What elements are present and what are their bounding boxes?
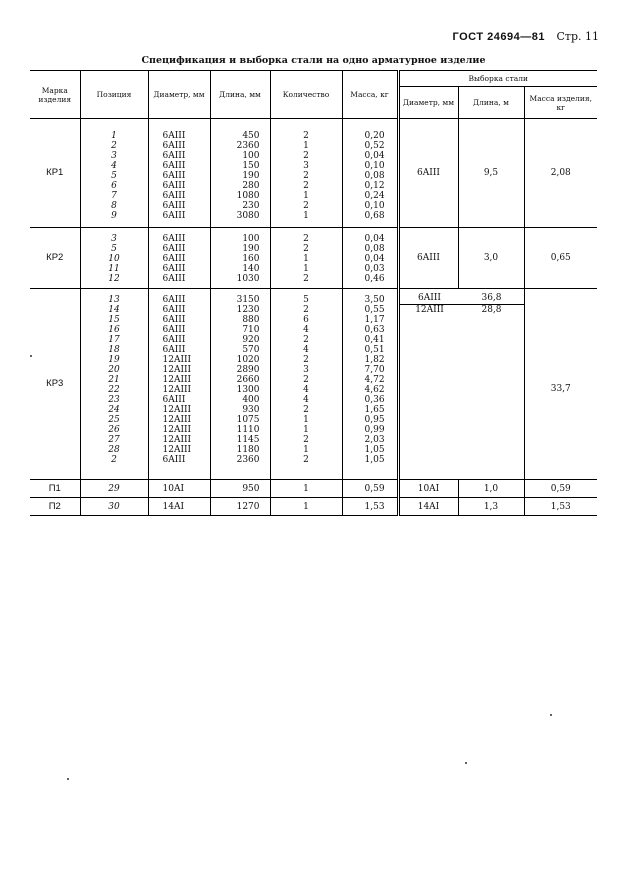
diameter-cell-value: 6AIII [162, 264, 186, 274]
standard-number: ГОСТ 24694—81 [452, 31, 545, 43]
mass-cell-value: 0,59 [364, 484, 385, 494]
length-cell-value: 1180 [236, 445, 260, 455]
position-cell-value: 2 [111, 455, 117, 465]
sel-mass-value: 2,08 [524, 119, 597, 228]
selection-subtable-cell [398, 289, 524, 480]
diameter-cell [148, 480, 210, 498]
mass-cell-value: 0,52 [364, 141, 385, 151]
diameter-cell-value: 12AIII [162, 445, 192, 455]
position-cell-value: 17 [108, 335, 120, 345]
mass-cell-value: 4,62 [364, 385, 385, 395]
mass-cell [342, 289, 398, 480]
diameter-cell [148, 228, 210, 289]
diameter-cell-value: 6AIII [162, 191, 186, 201]
mass-cell [342, 119, 398, 228]
position-cell-value: 19 [108, 355, 120, 365]
mass-cell [342, 480, 398, 498]
quantity-cell [270, 480, 342, 498]
diameter-cell-value: 6AIII [162, 274, 186, 284]
quantity-cell-value: 1 [303, 425, 309, 435]
diameter-cell-value: 12AIII [162, 385, 192, 395]
diameter-cell-value: 6AIII [162, 234, 186, 244]
position-cell-value: 25 [108, 415, 120, 425]
diameter-cell-value: 6AIII [162, 151, 186, 161]
length-cell-value: 100 [242, 234, 260, 244]
page-number: Стр. 11 [556, 30, 599, 43]
col-quantity: Количество [270, 71, 342, 119]
position-cell-value: 23 [108, 395, 120, 405]
length-cell-value: 3080 [236, 211, 260, 221]
item-mark: П2 [30, 498, 80, 516]
diameter-cell-value: 10AI [162, 484, 185, 494]
diameter-cell-value: 14AI [162, 502, 185, 512]
quantity-cell [270, 228, 342, 289]
position-cell-value: 3 [111, 151, 117, 161]
length-cell-value: 1020 [236, 355, 260, 365]
mass-cell-value: 0,10 [364, 201, 385, 211]
speck [550, 714, 552, 716]
mass-cell-value: 0,36 [364, 395, 385, 405]
length-cell-value: 150 [242, 161, 260, 171]
quantity-cell-value: 1 [303, 484, 309, 494]
diameter-cell-value: 6AIII [162, 211, 186, 221]
mass-cell-value: 0,04 [364, 151, 385, 161]
sel-diameter-value: 12AIII [415, 305, 444, 315]
length-cell-value: 710 [242, 325, 260, 335]
length-cell-value: 2890 [236, 365, 260, 375]
position-cell-value: 18 [108, 345, 120, 355]
group-row [30, 498, 597, 516]
quantity-cell-value: 2 [303, 201, 309, 211]
diameter-cell-value: 6AIII [162, 335, 186, 345]
position-cell-value: 13 [108, 295, 120, 305]
diameter-cell-value: 6AIII [162, 254, 186, 264]
position-cell-value: 5 [111, 244, 117, 254]
mass-cell-value: 0,55 [364, 305, 385, 315]
mass-cell-value: 1,53 [364, 502, 385, 512]
diameter-cell [148, 119, 210, 228]
item-mark: КР3 [30, 289, 80, 480]
quantity-cell-value: 2 [303, 305, 309, 315]
diameter-cell [148, 498, 210, 516]
quantity-cell-value: 2 [303, 181, 309, 191]
length-cell-value: 1075 [236, 415, 260, 425]
diameter-cell-value: 6AIII [162, 395, 186, 405]
diameter-cell-value: 6AIII [162, 201, 186, 211]
diameter-cell-value: 6AIII [162, 455, 186, 465]
item-mark: КР2 [30, 228, 80, 289]
mass-cell-value: 0,04 [364, 254, 385, 264]
sel-length-value: 3,0 [458, 228, 524, 289]
position-cell-value: 3 [111, 234, 117, 244]
mass-cell-value: 1,17 [364, 315, 385, 325]
length-cell-value: 2360 [236, 455, 260, 465]
sel-mass-value: 1,53 [524, 498, 597, 516]
quantity-cell [270, 498, 342, 516]
mass-cell-value: 0,10 [364, 161, 385, 171]
position-cell-value: 10 [108, 254, 120, 264]
position-cell-value: 28 [108, 445, 120, 455]
quantity-cell-value: 2 [303, 151, 309, 161]
mass-cell-value: 0,20 [364, 131, 385, 141]
length-cell-value: 280 [242, 181, 260, 191]
quantity-cell-value: 1 [303, 254, 309, 264]
mass-cell-value: 2,03 [364, 435, 385, 445]
position-cell [80, 119, 148, 228]
selection-row [400, 293, 524, 305]
sel-diameter-value: 6AIII [398, 228, 458, 289]
sel-length-value: 1,3 [458, 498, 524, 516]
length-cell-value: 920 [242, 335, 260, 345]
sel-diameter-value: 10AI [398, 480, 458, 498]
length-cell-value: 2360 [236, 141, 260, 151]
diameter-cell-value: 6AIII [162, 295, 186, 305]
diameter-cell [148, 289, 210, 480]
quantity-cell-value: 2 [303, 405, 309, 415]
diameter-cell-value: 12AIII [162, 415, 192, 425]
mass-cell-value: 0,08 [364, 244, 385, 254]
col-mark: Марка изделия [30, 71, 80, 119]
quantity-cell-value: 5 [303, 295, 309, 305]
quantity-cell-value: 1 [303, 502, 309, 512]
page-header [453, 30, 599, 43]
mass-cell-value: 0,08 [364, 171, 385, 181]
diameter-cell-value: 12AIII [162, 375, 192, 385]
diameter-cell-value: 12AIII [162, 405, 192, 415]
mass-cell-value: 0,41 [364, 335, 385, 345]
diameter-cell-value: 6AIII [162, 244, 186, 254]
col-mass: Масса, кг [342, 71, 398, 119]
diameter-cell-value: 12AIII [162, 435, 192, 445]
length-cell-value: 230 [242, 201, 260, 211]
quantity-cell-value: 3 [303, 161, 309, 171]
mass-cell-value: 0,24 [364, 191, 385, 201]
mass-cell-value: 0,95 [364, 415, 385, 425]
length-cell-value: 400 [242, 395, 260, 405]
mass-cell-value: 0,46 [364, 274, 385, 284]
mass-cell-value: 0,63 [364, 325, 385, 335]
diameter-cell-value: 6AIII [162, 315, 186, 325]
diameter-cell-value: 6AIII [162, 141, 186, 151]
position-cell [80, 480, 148, 498]
group-row [30, 228, 597, 289]
sel-length-value: 9,5 [458, 119, 524, 228]
mass-cell-value: 1,65 [364, 405, 385, 415]
col-sel-mass: Масса изделия, кг [524, 87, 597, 119]
selection-subtable [400, 293, 524, 316]
position-cell-value: 29 [108, 484, 120, 494]
position-cell-value: 15 [108, 315, 120, 325]
selection-row [400, 305, 524, 317]
position-cell-value: 7 [111, 191, 117, 201]
col-length: Длина, мм [210, 71, 270, 119]
length-cell-value: 1110 [236, 425, 260, 435]
sel-diameter-value: 14AI [398, 498, 458, 516]
length-cell-value: 450 [242, 131, 260, 141]
quantity-cell-value: 4 [303, 385, 309, 395]
length-cell-value: 950 [242, 484, 260, 494]
mass-cell-value: 3,50 [364, 295, 385, 305]
speck [465, 762, 467, 764]
position-cell-value: 27 [108, 435, 120, 445]
sel-length-value: 28,8 [481, 305, 502, 315]
position-cell [80, 289, 148, 480]
speck [30, 355, 32, 357]
position-cell [80, 228, 148, 289]
col-sel-diameter: Диаметр, мм [398, 87, 458, 119]
quantity-cell-value: 2 [303, 335, 309, 345]
quantity-cell [270, 119, 342, 228]
quantity-cell-value: 2 [303, 131, 309, 141]
quantity-cell-value: 2 [303, 234, 309, 244]
length-cell-value: 1030 [236, 274, 260, 284]
mass-cell-value: 0,51 [364, 345, 385, 355]
quantity-cell-value: 1 [303, 264, 309, 274]
position-cell-value: 6 [111, 181, 117, 191]
table-title: Спецификация и выборка стали на одно арматурное изделие [141, 55, 486, 66]
quantity-cell-value: 2 [303, 274, 309, 284]
length-cell-value: 930 [242, 405, 260, 415]
mass-cell-value: 0,03 [364, 264, 385, 274]
quantity-cell-value: 2 [303, 435, 309, 445]
mass-cell-value: 4,72 [364, 375, 385, 385]
length-cell-value: 160 [242, 254, 260, 264]
position-cell-value: 16 [108, 325, 120, 335]
length-cell-value: 140 [242, 264, 260, 274]
group-row [30, 119, 597, 228]
length-cell [210, 498, 270, 516]
position-cell-value: 11 [108, 264, 120, 274]
quantity-cell-value: 6 [303, 315, 309, 325]
sel-mass-value: 0,59 [524, 480, 597, 498]
quantity-cell-value: 2 [303, 375, 309, 385]
quantity-cell-value: 3 [303, 365, 309, 375]
sel-diameter-value: 6AIII [398, 119, 458, 228]
diameter-cell-value: 6AIII [162, 131, 186, 141]
position-cell-value: 21 [108, 375, 120, 385]
position-cell-value: 1 [111, 131, 117, 141]
mass-cell-value: 1,05 [364, 455, 385, 465]
length-cell-value: 3150 [236, 295, 260, 305]
position-cell-value: 24 [108, 405, 120, 415]
position-cell-value: 9 [111, 211, 117, 221]
diameter-cell-value: 12AIII [162, 425, 192, 435]
length-cell-value: 1230 [236, 305, 260, 315]
sel-mass-value: 0,65 [524, 228, 597, 289]
quantity-cell-value: 1 [303, 211, 309, 221]
length-cell-value: 1300 [236, 385, 260, 395]
speck [67, 778, 69, 780]
position-cell-value: 20 [108, 365, 120, 375]
quantity-cell-value: 2 [303, 355, 309, 365]
mass-cell-value: 0,04 [364, 234, 385, 244]
mass-cell [342, 498, 398, 516]
col-diameter: Диаметр, мм [148, 71, 210, 119]
quantity-cell-value: 4 [303, 345, 309, 355]
length-cell-value: 190 [242, 171, 260, 181]
position-cell-value: 12 [108, 274, 120, 284]
col-selection: Выборка стали [398, 71, 597, 87]
mass-cell-value: 1,05 [364, 445, 385, 455]
diameter-cell-value: 6AIII [162, 171, 186, 181]
position-cell-value: 5 [111, 171, 117, 181]
quantity-cell-value: 4 [303, 325, 309, 335]
specification-table [30, 70, 597, 516]
mass-cell-value: 0,68 [364, 211, 385, 221]
length-cell [210, 480, 270, 498]
mass-cell-value: 7,70 [364, 365, 385, 375]
position-cell-value: 30 [108, 502, 120, 512]
diameter-cell-value: 6AIII [162, 305, 186, 315]
position-cell-value: 8 [111, 201, 117, 211]
quantity-cell-value: 2 [303, 171, 309, 181]
length-cell [210, 119, 270, 228]
quantity-cell-value: 1 [303, 415, 309, 425]
quantity-cell-value: 1 [303, 191, 309, 201]
length-cell-value: 190 [242, 244, 260, 254]
mass-cell-value: 0,99 [364, 425, 385, 435]
quantity-cell-value: 2 [303, 244, 309, 254]
diameter-cell-value: 6AIII [162, 345, 186, 355]
col-sel-length: Длина, м [458, 87, 524, 119]
length-cell [210, 289, 270, 480]
quantity-cell [270, 289, 342, 480]
position-cell [80, 498, 148, 516]
quantity-cell-value: 2 [303, 455, 309, 465]
position-cell-value: 22 [108, 385, 120, 395]
mass-cell [342, 228, 398, 289]
length-cell-value: 100 [242, 151, 260, 161]
group-row [30, 289, 597, 480]
quantity-cell-value: 4 [303, 395, 309, 405]
mass-cell-value: 0,12 [364, 181, 385, 191]
position-cell-value: 26 [108, 425, 120, 435]
mass-cell-value: 1,82 [364, 355, 385, 365]
diameter-cell-value: 6AIII [162, 325, 186, 335]
length-cell-value: 2660 [236, 375, 260, 385]
position-cell-value: 14 [108, 305, 120, 315]
col-position: Позиция [80, 71, 148, 119]
item-mark: КР1 [30, 119, 80, 228]
sel-length-value: 1,0 [458, 480, 524, 498]
sel-diameter-value: 6AIII [400, 293, 460, 305]
diameter-cell-value: 12AIII [162, 365, 192, 375]
diameter-cell-value: 6AIII [162, 181, 186, 191]
quantity-cell-value: 1 [303, 141, 309, 151]
position-cell-value: 2 [111, 141, 117, 151]
length-cell-value: 1270 [236, 502, 260, 512]
sel-length-value: 36,8 [460, 293, 524, 305]
quantity-cell-value: 1 [303, 445, 309, 455]
item-mark: П1 [30, 480, 80, 498]
diameter-cell-value: 12AIII [162, 355, 192, 365]
length-cell-value: 880 [242, 315, 260, 325]
length-cell [210, 228, 270, 289]
length-cell-value: 570 [242, 345, 260, 355]
sel-mass-value: 33,7 [524, 289, 597, 480]
group-row [30, 480, 597, 498]
position-cell-value: 4 [111, 161, 117, 171]
diameter-cell-value: 6AIII [162, 161, 186, 171]
length-cell-value: 1145 [236, 435, 260, 445]
length-cell-value: 1080 [236, 191, 260, 201]
